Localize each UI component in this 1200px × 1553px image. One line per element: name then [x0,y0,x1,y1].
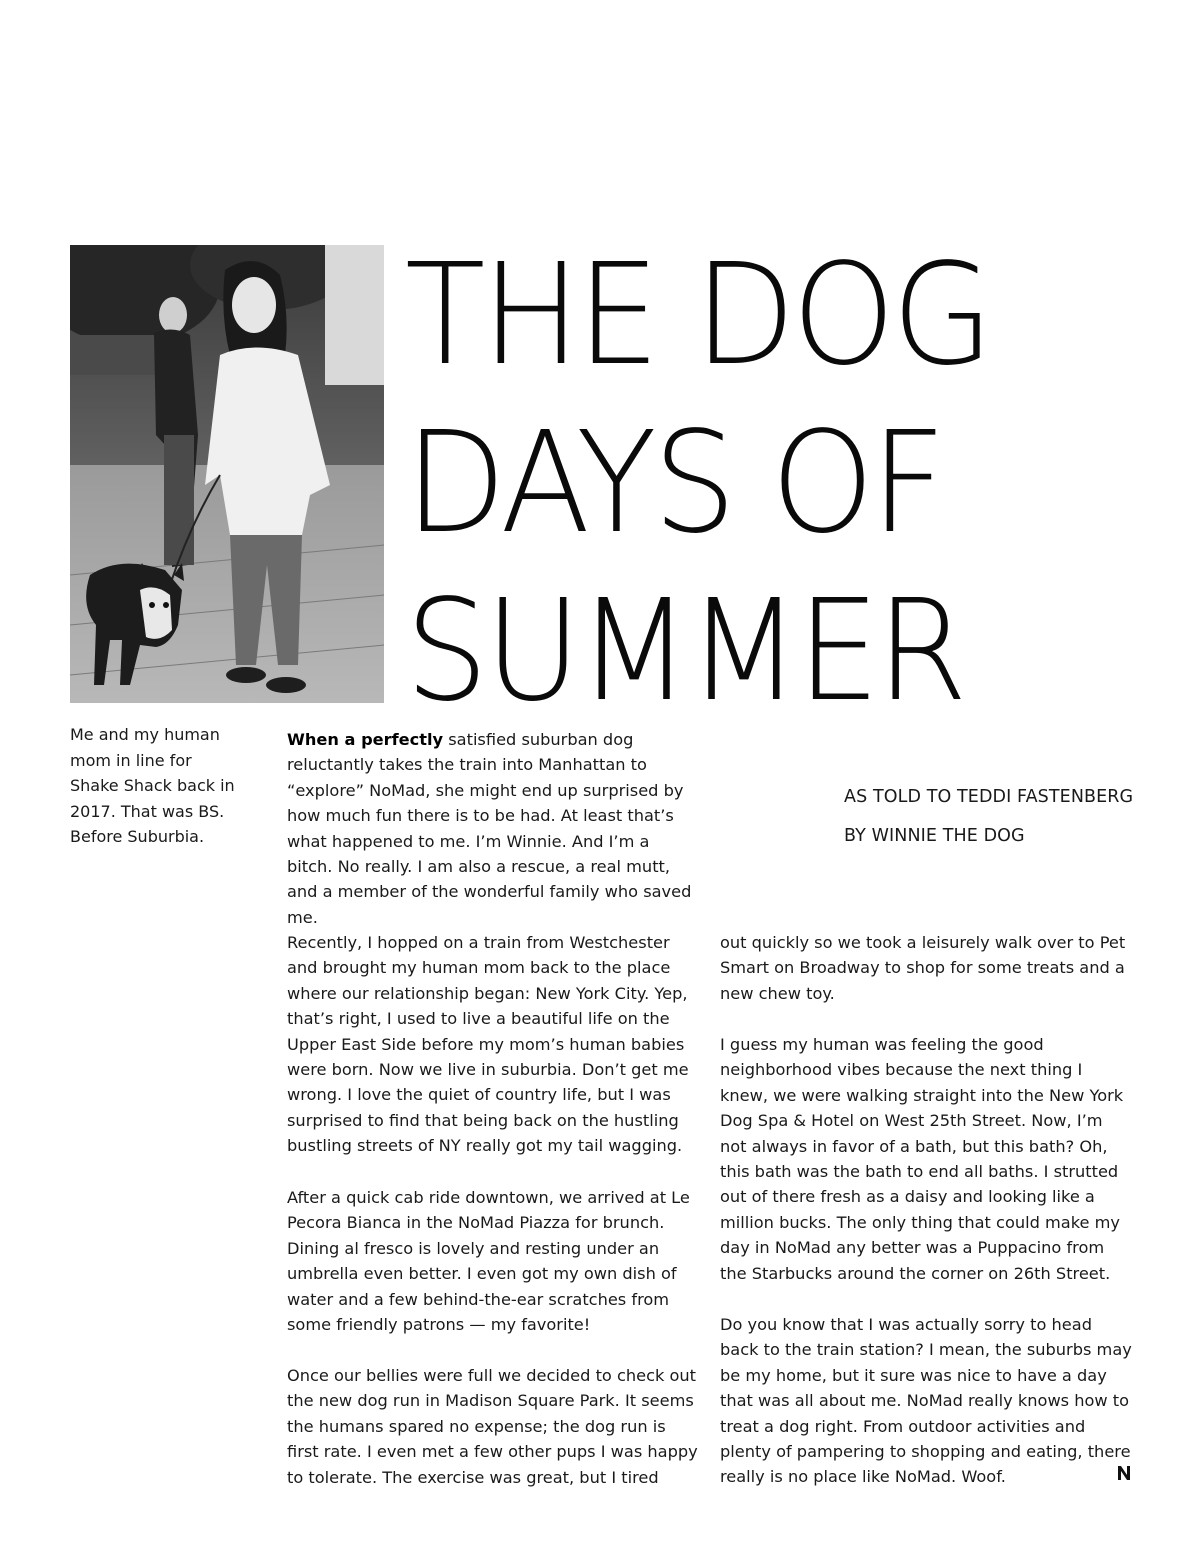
byline-told-to: AS TOLD TO TEDDI FASTENBERG [844,787,1134,807]
headline [405,232,1119,736]
headline-line-3: SUMMER [405,570,964,733]
photo-illustration [70,245,384,703]
paragraph-2: Recently, I hopped on a train from Westchester and brought my human mom back to the place where our relationship began: New York City. Yep, that’s right, I used to live a beautiful life on the Upper East Side before my mom’s human babies were born. Now we live in suburbia. Don’t get me wrong. I love the quiet of country life, but I was surprised to find that being back on the hustling bustling streets of NY really got my tail wagging. [287,933,689,1156]
paragraph-6: I guess my human was feeling the good neighborhood vibes because the next thing I knew, we were walking straight into the New York Dog Spa & Hotel on West 25th Street. Now, I’m not always in favor of a bath, but this bath? Oh, this bath was the bath to end all baths. I strutted out of there fresh as a daisy and looking like a million bucks. The only thing that could make my day in NoMad any better was a Puppacino from the Starbucks around the corner on 26th Street. [720,1035,1124,1283]
lead-text: satisfied suburban dog reluctantly takes the train into Manhattan to “explore” NoMad, she might end up surprised by how much fun there is to be had. At least that’s what happened to me. I’m Winnie. And I’m a bitch. No really. I am also a rescue, a real mutt, and a member of the wonderful family who saved me. [287,730,692,927]
headline-line-2: DAYS OF [405,402,943,565]
photo-caption: Me and my human mom in line for Shake Shack back in 2017. That was BS. Before Suburbia. [70,725,235,846]
lead-paragraph [287,727,699,930]
byline-author: BY WINNIE THE DOG [844,826,1025,846]
paragraph-3: After a quick cab ride downtown, we arrived at Le Pecora Bianca in the NoMad Piazza for brunch. Dining al fresco is lovely and resting under an umbrella even better. I even got my own dish of water and a few behind-the-ear scratches from some friendly patrons — my favorite! [287,1188,690,1335]
n-logo-icon [1116,1465,1132,1481]
lead-bold: When a perfectly [287,730,444,749]
photo-woman-with-dog [70,245,384,703]
headline-line-1: THE DOG [405,234,990,397]
paragraph-7: Do you know that I was actually sorry to head back to the train station? I mean, the suburbs may be my home, but it sure was nice to have a day that was all about me. NoMad really knows how to treat a dog right. From outdoor activities and plenty of pampering to shopping and eating, there really is no place like NoMad. Woof. [720,1315,1132,1487]
paragraph-4: Once our bellies were full we decided to check out the new dog run in Madison Square Park. It seems the humans spared no expense; the dog run is first rate. I even met a few other pups I was happy to tolerate. The exercise was great, but I tired [287,1366,698,1487]
paragraph-5: out quickly so we took a leisurely walk over to Pet Smart on Broadway to shop for some treats and a new chew toy. [720,933,1126,1003]
byline [844,778,1164,856]
